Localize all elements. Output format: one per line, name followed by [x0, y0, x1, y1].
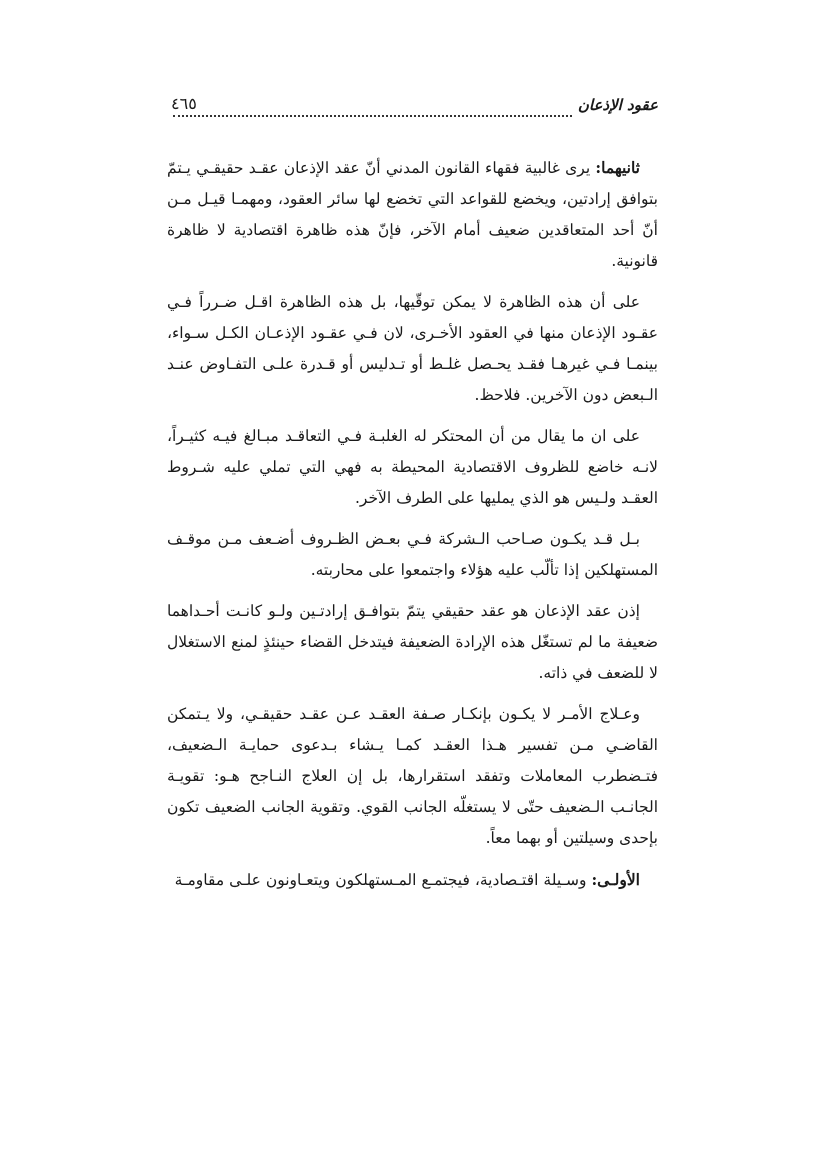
paragraph-text: يرى غالبية فقهاء القانون المدني أنّ عقد الإذعان عقـد حقيقـي يـتمّ بتوافق إرادتين، ويخضع للقواعد التي تخضع لها سائر العقود، ومهمـا قيـل مـن أنّ أحد المتعاقدين ضعيف أمام الآخر، فإنّ هذه ظاهرة اقتصادية لا ظاهرة قانونية. — [167, 159, 658, 270]
header-dotted-leader — [173, 115, 572, 117]
page-header — [167, 92, 658, 132]
paragraph — [167, 287, 658, 411]
paragraph-text: إذن عقد الإذعان هو عقد حقيقي يتمّ بتوافـق إرادتـين ولـو كانـت أحـداهما ضعيفة ما لم تستغّل هذه الإرادة الضعيفة فيتدخل القضاء حينئذٍ لمنع الاستغلال لا للضعف في ذاته. — [167, 602, 658, 682]
book-page — [167, 92, 658, 906]
paragraph — [167, 699, 658, 854]
page-body — [167, 152, 658, 896]
paragraph — [167, 524, 658, 586]
page-number: ٤٦٥ — [171, 94, 197, 113]
paragraph-lead: ثانيهما: — [595, 158, 640, 177]
paragraph-text: وسـيلة اقتـصادية، فيجتمـع المـستهلكون ويتعـاونون علـى مقاومـة — [174, 871, 592, 889]
running-title: عقود الإذعان — [577, 96, 658, 114]
paragraph-lead: الأولـى: — [591, 870, 640, 889]
paragraph-text: على ان ما يقال من أن المحتكر له الغلبـة فـي التعاقـد مبـالغ فيـه كثيـراً، لانـه خاضع للظروف الاقتصادية المحيطة به فهي التي تملي عليه شـروط العقـد ولـيس هو الذي يمليها على الطرف الآخر. — [167, 427, 658, 507]
paragraph — [167, 152, 658, 277]
paragraph-text: بـل قـد يكـون صـاحب الـشركة فـي بعـض الظـروف أضـعف مـن موقـف المستهلكين إذا تألّب عليه هؤلاء واجتمعوا على محاربته. — [167, 530, 658, 579]
paragraph-text: على أن هذه الظاهرة لا يمكن توقّيها، بل هذه الظاهرة اقـل ضـرراً فـي عقـود الإذعان منها في العقود الأخـرى، لان فـي عقـود الإذعـان الكـل سـواء، بينمـا فـي غيرهـا فقـد يحـصل غلـط أو تـدليس أو قـدرة علـى التفـاوض عنـد الـبعض دون الآخرين. فلاحظ. — [167, 293, 658, 404]
paragraph-text: وعـلاج الأمـر لا يكـون بإنكـار صـفة العقـد عـن عقـد حقيقـي، ولا يـتمكن القاضـي مـن تفسير هـذا العقـد كمـا يـشاء بـدعوى حمايـة الـضعيف، فتـضطرب المعاملات وتفقد استقرارها، بل إن العلاج النـاجح هـو: تقويـة الجانـب الـضعيف حتّى لا يستغلّه الجانب القوي. وتقوية الجانب الضعيف تكون بإحدى وسيلتين أو بهما معاً. — [167, 705, 658, 847]
paragraph — [167, 596, 658, 689]
paragraph — [167, 421, 658, 514]
paragraph — [167, 864, 658, 896]
